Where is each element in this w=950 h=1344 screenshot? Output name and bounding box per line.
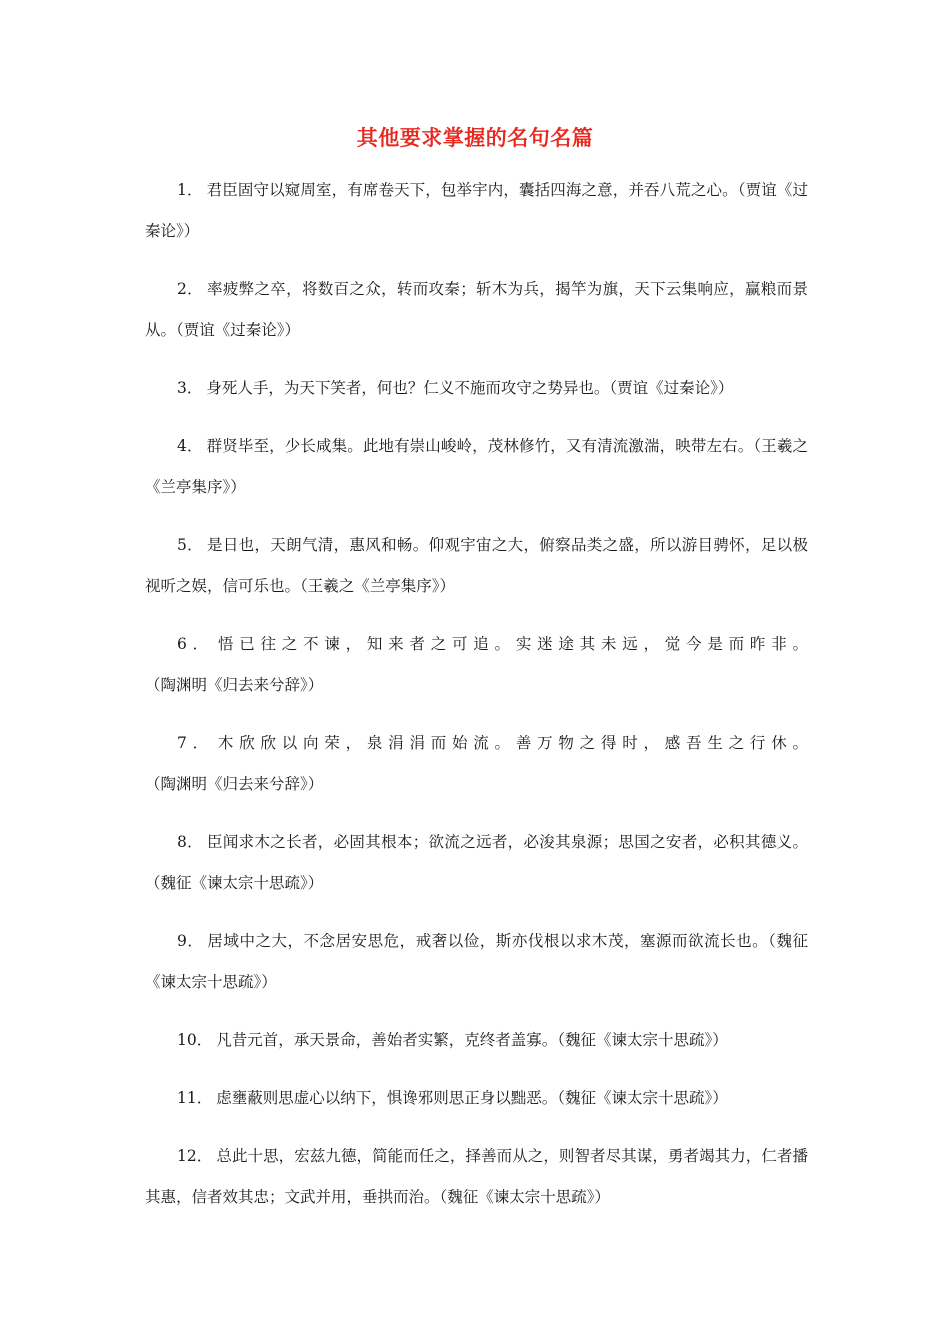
quote-item-8 xyxy=(145,822,808,904)
quote-number: 4． xyxy=(177,437,203,455)
quote-item-12 xyxy=(145,1136,808,1218)
quote-text: 臣闻求木之长者，必固其根本；欲流之远者，必浚其泉源；思国之安者，必积其德义。 xyxy=(207,833,808,851)
quote-number: 2． xyxy=(177,280,204,298)
quote-source: （王羲之《兰亭集序》） xyxy=(145,437,808,496)
quote-text: 凡昔元首，承天景命，善始者实繁，克终者盖寡。 xyxy=(216,1031,558,1049)
quote-text: 君臣固守以窥周室，有席卷天下，包举宇内，囊括四海之意，并吞八荒之心。 xyxy=(206,181,738,199)
quote-number: 10． xyxy=(177,1031,213,1049)
quote-text: 是日也，天朗气清，惠风和畅。仰观宇宙之大，俯察品类之盛，所以游目骋怀，足以极视听之娱，信可乐也。 xyxy=(145,536,808,595)
quote-number: 9． xyxy=(177,932,204,950)
quote-text: 群贤毕至，少长咸集。此地有崇山峻岭，茂林修竹，又有清流激湍，映带左右。 xyxy=(206,437,754,455)
quote-item-6 xyxy=(145,624,808,706)
quote-number: 5． xyxy=(177,536,204,554)
quote-item-9 xyxy=(145,921,808,1003)
quote-text: 总此十思，宏兹九德，简能而任之，择善而从之，则智者尽其谋，勇者竭其力，仁者播其惠，信者效其忠；文武并用，垂拱而治。 xyxy=(145,1147,808,1206)
quote-source: （魏征《谏太宗十思疏》） xyxy=(557,1089,728,1107)
quote-item-11 xyxy=(145,1078,808,1119)
quote-text: 虑壅蔽则思虚心以纳下，惧谗邪则思正身以黜恶。 xyxy=(216,1089,558,1107)
quote-source: （贾谊《过秦论》） xyxy=(176,321,301,339)
quote-number: 3． xyxy=(177,379,203,397)
quote-text: 悟已往之不谏，知来者之可追。实迷途其未远，觉今是而昨非。 xyxy=(217,635,808,653)
quote-number: 8． xyxy=(177,833,204,851)
quote-source: （魏征《谏太宗十思疏》） xyxy=(145,932,808,991)
quote-source: （贾谊《过秦论》） xyxy=(145,181,808,240)
quote-source: （贾谊《过秦论》） xyxy=(609,379,734,397)
quote-source: （陶渊明《归去来兮辞》） xyxy=(145,676,324,694)
quote-text: 木欣欣以向荣，泉涓涓而始流。善万物之得时，感吾生之行休。 xyxy=(217,734,808,752)
quote-number: 6． xyxy=(177,635,214,653)
quote-source: （王羲之《兰亭集序》） xyxy=(300,577,456,595)
quote-item-5 xyxy=(145,525,808,607)
quote-number: 11． xyxy=(177,1089,213,1107)
page-title: 其他要求掌握的名句名篇 xyxy=(356,126,594,150)
quote-number: 7． xyxy=(177,734,214,752)
quote-source: （陶渊明《归去来兮辞》） xyxy=(145,775,324,793)
quote-number: 12． xyxy=(177,1147,213,1165)
quote-item-4 xyxy=(145,426,808,508)
quote-number: 1． xyxy=(177,181,203,199)
quote-text: 率疲弊之卒，将数百之众，转而攻秦；斩木为兵，揭竿为旗，天下云集响应，赢粮而景从。 xyxy=(145,280,808,339)
quote-source: （魏征《谏太宗十思疏》） xyxy=(439,1188,611,1206)
quote-text: 身死人手，为天下笑者，何也？仁义不施而攻守之势异也。 xyxy=(206,379,610,397)
quote-item-2 xyxy=(145,269,808,351)
quote-item-10 xyxy=(145,1020,808,1061)
quote-text: 居域中之大，不念居安思危，戒奢以俭，斯亦伐根以求木茂，塞源而欲流长也。 xyxy=(207,932,769,950)
quote-item-3 xyxy=(145,368,808,409)
quote-source: （魏征《谏太宗十思疏》） xyxy=(145,874,324,892)
quote-list xyxy=(145,170,808,1235)
quote-item-7 xyxy=(145,723,808,805)
quote-source: （魏征《谏太宗十思疏》） xyxy=(557,1031,728,1049)
quote-item-1 xyxy=(145,170,808,252)
